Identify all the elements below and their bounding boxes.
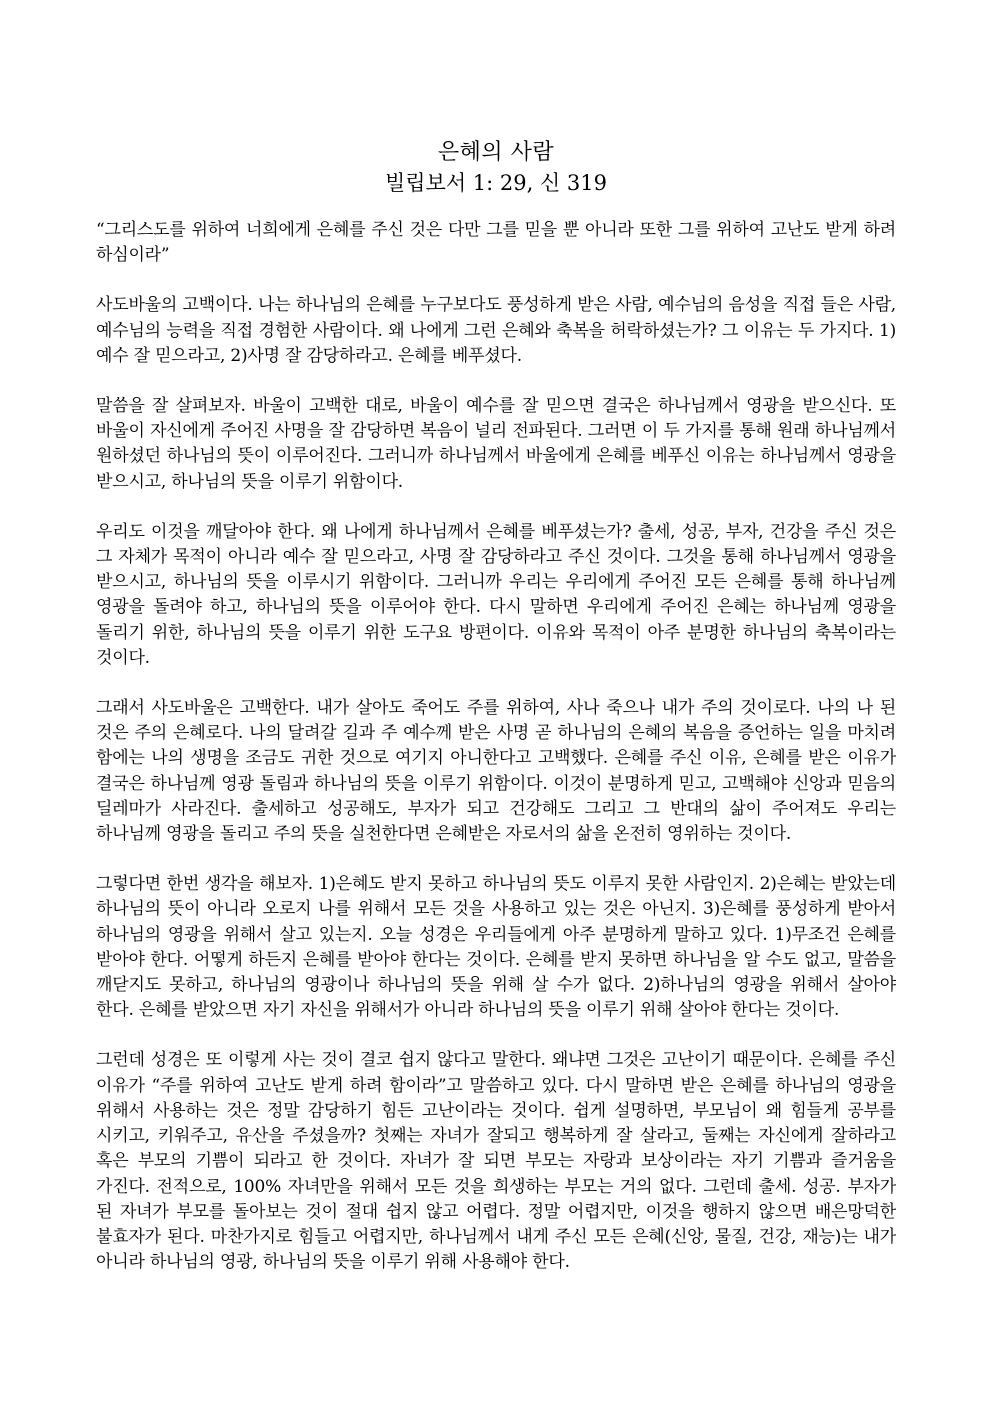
body-paragraph: 그런데 성경은 또 이렇게 사는 것이 결코 쉽지 않다고 말한다. 왜냐면 그것은 고난이기 때문이다. 은혜를 주신 이유가 “주를 위하여 고난도 받게 하려 함이라”고 말씀하고 있다. 다시 말하면 받은 은혜를 하나님의 영광을 위해서 사용하는 것은 정말 감당하기 힘든 고난이라는 것이다. 쉽게 설명하면, 부모님이 왜 힘들게 공부를 시키고, 키워주고, 유산을 주셨을까? 첫째는 자녀가 잘되고 행복하게 잘 살라고, 둘째는 자신에게 잘하라고 혹은 부모의 기쁨이 되라고 한 것이다. 자녀가 잘 되면 부모는 자랑과 보상이라는 자기 기쁨과 즐거움을 가진다. 전적으로, 100% 자녀만을 위해서 모든 것을 희생하는 부모는 거의 없다. 그런데 출세. 성공. 부자가 된 자녀가 부모를 돌아보는 것이 절대 쉽지 않고 어렵다. 정말 어렵지만, 이것을 행하지 않으면 배은망덕한 불효자가 된다. 마찬가지로 힘들고 어렵지만, 하나님께서 내게 주신 모든 은혜(신앙, 물질, 건강, 재능)는 내가 아니라 하나님의 영광, 하나님의 뜻을 이루기 위해 사용해야 한다. bbox=[96, 1050, 896, 1273]
body-paragraph: 그렇다면 한번 생각을 해보자. 1)은혜도 받지 못하고 하나님의 뜻도 이루지 못한 사람인지. 2)은혜는 받았는데 하나님의 뜻이 아니라 오로지 나를 위해서 모든 것을 사용하고 있는 것은 아닌지. 3)은혜를 풍성하게 받아서 하나님의 영광을 위해서 살고 있는지. 오늘 성경은 우리들에게 아주 분명하게 말하고 있다. 1)무조건 은혜를 받아야 한다. 어떻게 하든지 은혜를 받아야 한다는 것이다. 은혜를 받지 못하면 하나님을 알 수도 없고, 말씀을 깨닫지도 못하고, 하나님의 영광이나 하나님의 뜻을 위해 살 수가 없다. 2)하나님의 영광을 위해서 살아야 한다. 은혜를 받았으면 자기 자신을 위해서가 아니라 하나님의 뜻을 이루기 위해 살아야 한다는 것이다. bbox=[96, 874, 896, 1021]
page-title: 은혜의 사람 bbox=[437, 140, 555, 165]
body-paragraph: 그래서 사도바울은 고백한다. 내가 살아도 죽어도 주를 위하여, 사나 죽으나 내가 주의 것이로다. 나의 나 된 것은 주의 은혜로다. 나의 달려갈 길과 주 예수께 받은 사명 곧 하나님의 은혜의 복음을 증언하는 일을 마치려 함에는 나의 생명을 조금도 귀한 것으로 여기지 아니한다고 고백했다. 은혜를 주신 이유, 은혜를 받은 이유가 결국은 하나님께 영광 돌림과 하나님의 뜻을 이루기 위함이다. 이것이 분명하게 믿고, 고백해야 신앙과 믿음의 딜레마가 사라진다. 출세하고 성공해도, 부자가 되고 건강해도 그리고 그 반대의 삶이 주어져도 우리는 하나님께 영광을 돌리고 주의 뜻을 실천한다면 은혜받은 자로서의 삶을 온전히 영위하는 것이다. bbox=[96, 698, 896, 845]
body-paragraph: 우리도 이것을 깨달아야 한다. 왜 나에게 하나님께서 은혜를 베푸셨는가? 출세, 성공, 부자, 건강을 주신 것은 그 자체가 목적이 아니라 예수 잘 믿으라고, 사명 잘 감당하라고 주신 것이다. 그것을 통해 하나님께서 영광을 받으시고, 하나님의 뜻을 이루시기 위함이다. 그러니까 우리는 우리에게 주어진 모든 은혜를 통해 하나님께 영광을 돌려야 하고, 하나님의 뜻을 이루어야 한다. 다시 말하면 우리에게 주어진 은혜는 하나님께 영광을 돌리기 위한, 하나님의 뜻을 이루기 위한 도구요 방편이다. 이유와 목적이 아주 분명한 하나님의 축복이라는 것이다. bbox=[96, 521, 896, 668]
document-page bbox=[96, 138, 896, 1300]
body-paragraph: 사도바울의 고백이다. 나는 하나님의 은혜를 누구보다도 풍성하게 받은 사람, 예수님의 음성을 직접 들은 사람, 예수님의 능력을 직접 경험한 사람이다. 왜 나에게 그런 은혜와 축복을 허락하셨는가? 그 이유는 두 가지다. 1)예수 잘 믿으라고, 2)사명 잘 감당하라고. 은혜를 베푸셨다. bbox=[96, 295, 896, 366]
scripture-reference: 빌립보서 1: 29, 신 319 bbox=[384, 171, 608, 195]
scripture-quote: “그리스도를 위하여 너희에게 은혜를 주신 것은 다만 그를 믿을 뿐 아니라 또한 그를 위하여 고난도 받게 하려 하심이라” bbox=[96, 220, 896, 266]
body-paragraph: 말씀을 잘 살펴보자. 바울이 고백한 대로, 바울이 예수를 잘 믿으면 결국은 하나님께서 영광을 받으신다. 또 바울이 자신에게 주어진 사명을 잘 감당하면 복음이 널리 전파된다. 그러면 이 두 가지를 통해 원래 하나님께서 원하셨던 하나님의 뜻이 이루어진다. 그러니까 하나님께서 바울에게 은혜를 베푸신 이유는 하나님께서 영광을 받으시고, 하나님의 뜻을 이루기 위함이다. bbox=[96, 396, 896, 492]
